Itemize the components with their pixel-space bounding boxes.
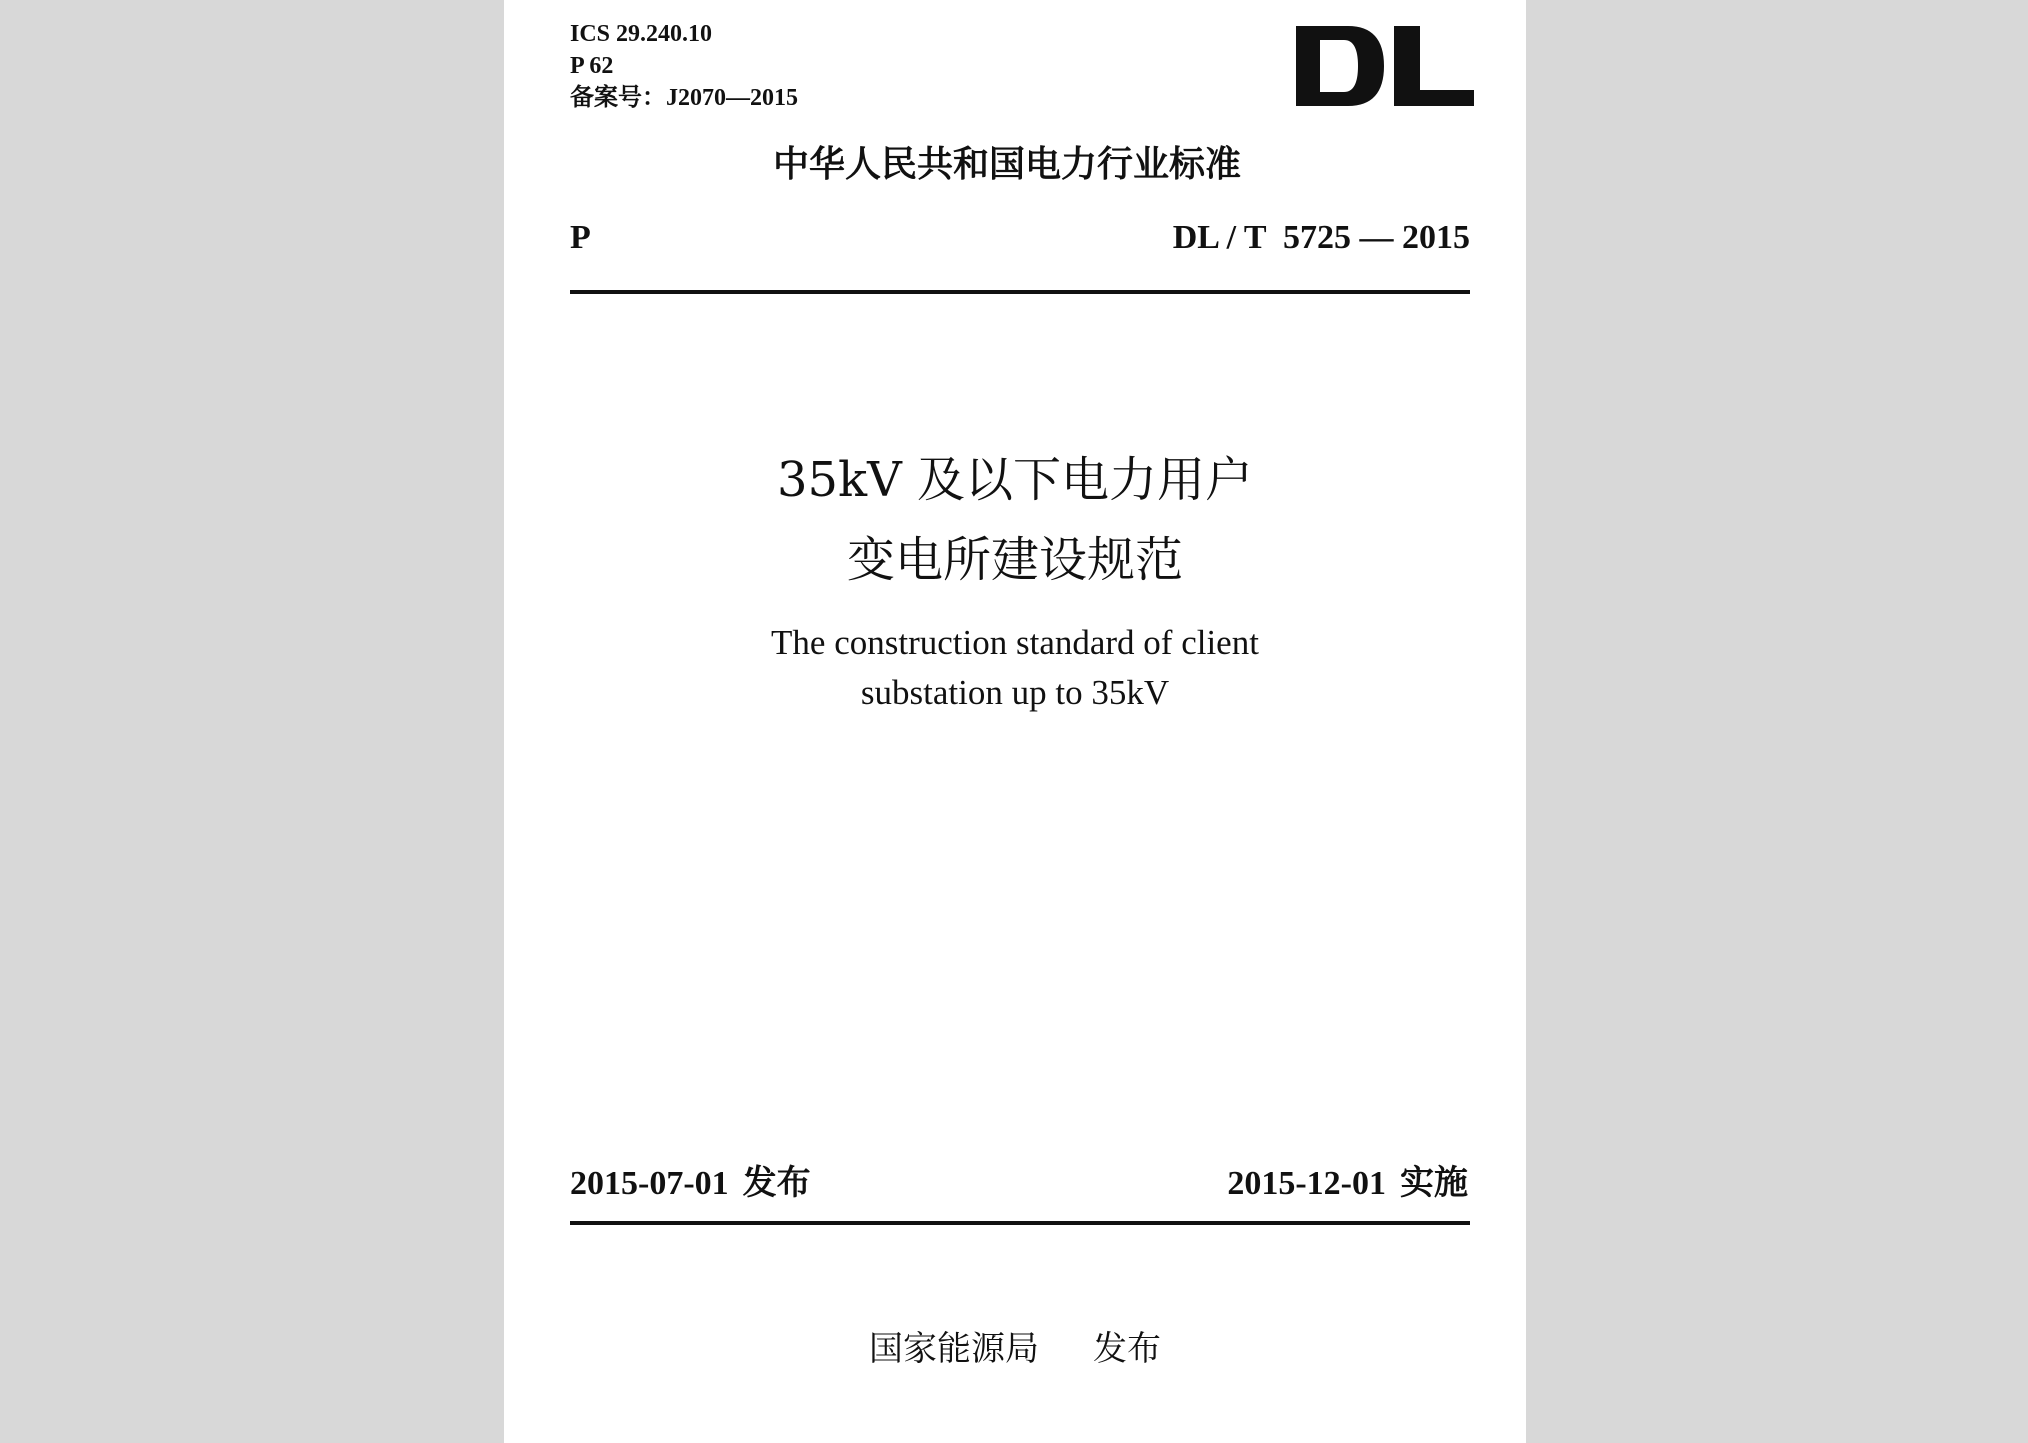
bottom-divider (570, 1221, 1470, 1225)
ics-code: ICS 29.240.10 (570, 21, 713, 47)
issuer-name: 国家能源局 (869, 1329, 1039, 1369)
classification-letter: P (570, 219, 591, 256)
document-page (504, 0, 1526, 1443)
title-cn-line-2: 变电所建设规范 (846, 532, 1183, 588)
issuer-line (504, 1326, 1526, 1372)
dl-logo (1296, 26, 1474, 106)
publish-label: 发布 (742, 1163, 811, 1203)
issuer-action: 发布 (1093, 1329, 1161, 1369)
standard-number: DL / T 5725 — 2015 (1172, 219, 1470, 256)
publish-date-block (570, 1160, 811, 1207)
title-en-line-2: substation up to 35kV (860, 673, 1170, 712)
filing-number: 备案号：J2070—2015 (570, 85, 798, 111)
title-en-line-1: The construction standard of client (771, 623, 1259, 662)
classification-code: P 62 (570, 53, 614, 79)
standard-type-heading: 中华人民共和国电力行业标准 (772, 144, 1241, 185)
publish-date: 2015-07-01 (570, 1165, 729, 1202)
top-divider (570, 290, 1470, 294)
implement-date: 2015-12-01 (1227, 1165, 1386, 1202)
implement-label: 实施 (1400, 1163, 1468, 1203)
title-cn-line-1: 35kV 及以下电力用户 (776, 452, 1254, 508)
implement-date-block (1227, 1160, 1468, 1207)
